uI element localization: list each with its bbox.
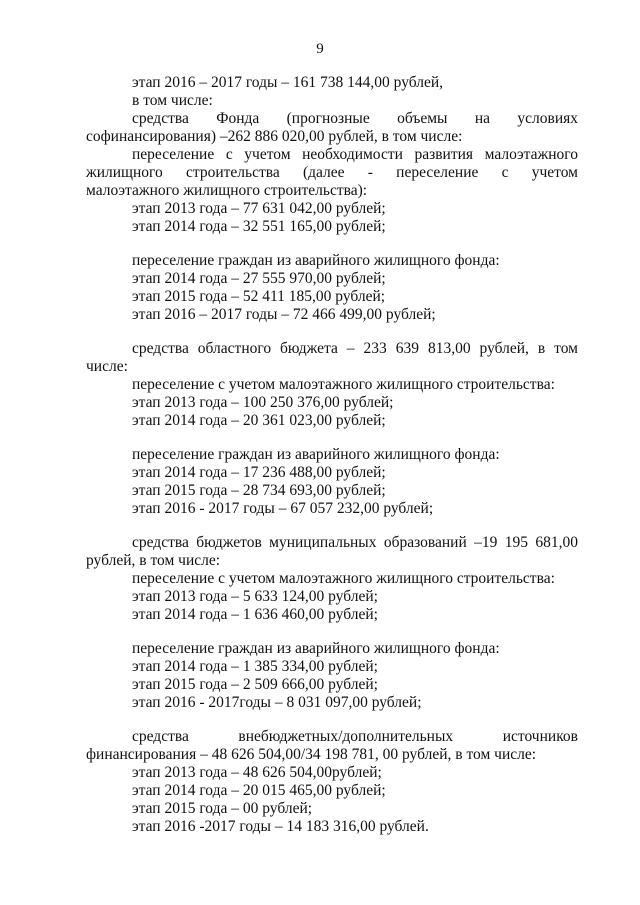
text-line: этап 2014 года – 20 361 023,00 рублей; [132, 412, 386, 429]
text-line: этап 2014 года – 1 636 460,00 рублей; [132, 606, 378, 623]
text-line: переселение с учетом малоэтажного жилищного строительства: [132, 570, 555, 587]
text-line: переселение граждан из аварийного жилищного фонда: [132, 640, 500, 657]
text-line: переселение граждан из аварийного жилищного фонда: [132, 252, 500, 269]
text-line: этап 2016 – 2017 годы – 161 738 144,00 рублей, [132, 74, 444, 91]
text-line: этап 2016 – 2017 годы – 72 466 499,00 рублей; [132, 306, 436, 323]
text-line: этап 2013 года – 100 250 376,00 рублей; [132, 394, 394, 411]
text-line: этап 2015 года – 00 рублей; [132, 800, 313, 817]
text-line: числе: [86, 358, 128, 375]
page-number: 9 [316, 41, 324, 57]
text-line: средства бюджетов муниципальных образований –19 195 681,00 [132, 534, 578, 551]
text-line: переселение с учетом необходимости развития малоэтажного [132, 146, 578, 163]
text-line: средства внебюджетных/дополнительных источников [132, 728, 578, 745]
text-line: этап 2014 года – 20 015 465,00 рублей; [132, 782, 386, 799]
text-line: переселение граждан из аварийного жилищного фонда: [132, 446, 500, 463]
text-line: рублей, в том числе: [86, 552, 221, 569]
text-line: малоэтажного жилищного строительства): [86, 182, 368, 199]
text-line: жилищного строительства (далее - переселение с учетом [86, 164, 578, 181]
text-line: этап 2014 года – 1 385 334,00 рублей; [132, 658, 378, 675]
text-line: средства Фонда (прогнозные объемы на условиях [132, 110, 578, 127]
text-line: этап 2014 года – 32 551 165,00 рублей; [132, 218, 386, 235]
text-line: этап 2014 года – 27 555 970,00 рублей; [132, 270, 386, 287]
text-line: софинансирования) –262 886 020,00 рублей, в том числе: [86, 128, 463, 145]
text-line: этап 2013 года – 77 631 042,00 рублей; [132, 200, 386, 217]
text-line: средства областного бюджета – 233 639 813,00 рублей, в том [132, 340, 578, 357]
text-line: этап 2015 года – 28 734 693,00 рублей; [132, 482, 386, 499]
text-line: этап 2016 - 2017 годы – 67 057 232,00 рублей; [132, 500, 434, 517]
text-line: в том числе: [132, 92, 213, 109]
text-line: этап 2016 -2017 годы – 14 183 316,00 рублей. [132, 818, 429, 835]
text-line: этап 2013 года – 5 633 124,00 рублей; [132, 588, 378, 605]
text-line: этап 2015 года – 2 509 666,00 рублей; [132, 676, 378, 693]
text-line: этап 2013 года – 48 626 504,00рублей; [132, 764, 382, 781]
text-line: переселение с учетом малоэтажного жилищного строительства: [132, 376, 555, 393]
text-line: этап 2015 года – 52 411 185,00 рублей; [132, 288, 386, 305]
text-line: финансирования – 48 626 504,00/34 198 781, 00 рублей, в том числе: [86, 746, 537, 763]
text-line: этап 2014 года – 17 236 488,00 рублей; [132, 464, 386, 481]
text-line: этап 2016 - 2017годы – 8 031 097,00 рублей; [132, 694, 422, 711]
